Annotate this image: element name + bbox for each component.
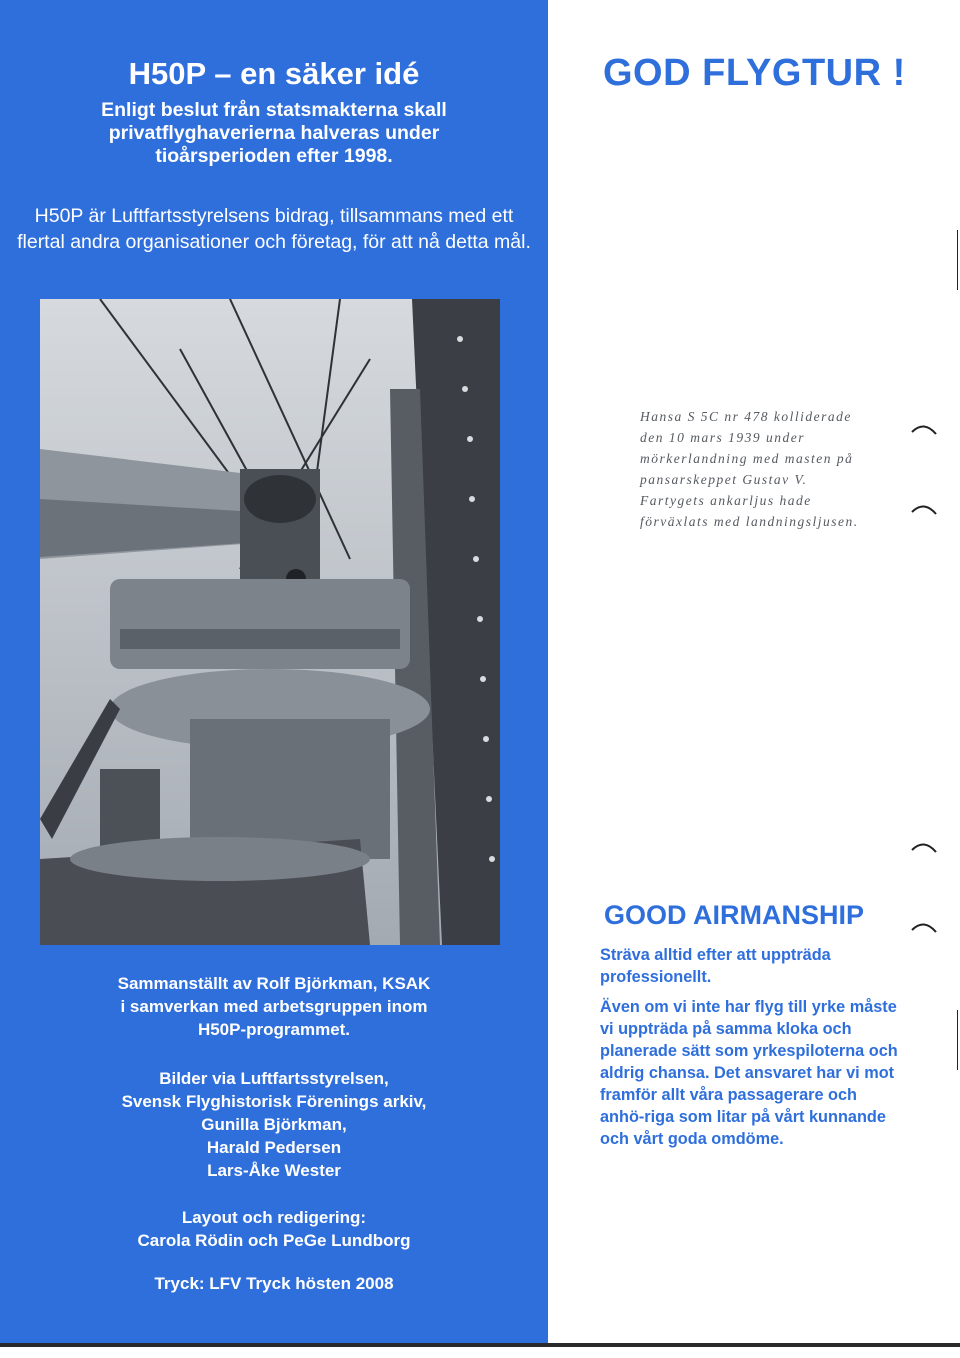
layout-credit — [20, 1206, 528, 1252]
print-credit: Tryck: LFV Tryck hösten 2008 — [154, 1274, 394, 1293]
credit-line: Layout och redigering: — [181, 1208, 367, 1227]
binder-hole-mark — [910, 500, 940, 520]
binder-hole-mark — [910, 838, 940, 858]
main-title: H50P – en säker idé — [128, 56, 420, 91]
credit-line: Gunilla Björkman, — [201, 1115, 347, 1134]
airmanship-title: GOOD AIRMANSHIP — [604, 900, 865, 930]
binder-hole-mark — [910, 918, 940, 938]
credit-line: H50P-programmet. — [197, 1020, 351, 1039]
good-flight-title: GOD FLYGTUR ! — [603, 52, 906, 94]
compiled-by-credit — [20, 972, 528, 1041]
edge-line — [957, 1010, 958, 1070]
binder-hole-mark — [910, 420, 940, 440]
airmanship-paragraph: Sträva alltid efter att uppträda professionellt. — [600, 946, 831, 986]
credit-line: Bilder via Luftfartsstyrelsen, — [159, 1069, 389, 1088]
airmanship-paragraph: Även om vi inte har flyg till yrke måste vi uppträda på samma kloka och planerade sätt som yrkespiloterna och aldrig chansa. Det ansvaret har vi mot framför allt våra passagerare och anhö-riga som litar på vårt kunnande och vårt goda omdöme. — [600, 998, 898, 1148]
credit-line: Svensk Flyghistorisk Förenings arkiv, — [121, 1092, 427, 1111]
credit-line: i samverkan med arbetsgruppen inom — [120, 997, 428, 1016]
photo-credits — [20, 1067, 528, 1182]
airmanship-text — [600, 944, 900, 1158]
credit-line: Sammanställt av Rolf Björkman, KSAK — [117, 974, 431, 993]
intro-text: Enligt beslut från statsmakterna skall privatflyghaverierna halveras under tioårsperioden efter 1998. — [101, 99, 447, 167]
ship-mast-photo — [40, 299, 500, 945]
credit-line: Lars-Åke Wester — [207, 1161, 341, 1180]
credit-line: Harald Pedersen — [206, 1138, 342, 1157]
bottom-rule — [0, 1343, 960, 1347]
edge-line — [957, 230, 958, 290]
credit-line: Carola Rödin och PeGe Lundborg — [137, 1231, 411, 1250]
photo-caption: Hansa S 5C nr 478 kolliderade den 10 mars 1939 under mörkerlandning med masten på pansarskeppet Gustav V. Fartygets ankarljus hade förväxlats med landningsljusen. — [640, 409, 859, 529]
mission-text: H50P är Luftfartsstyrelsens bidrag, tillsammans med ett flertal andra organisationer och företag, för att nå detta mål. — [17, 205, 531, 253]
